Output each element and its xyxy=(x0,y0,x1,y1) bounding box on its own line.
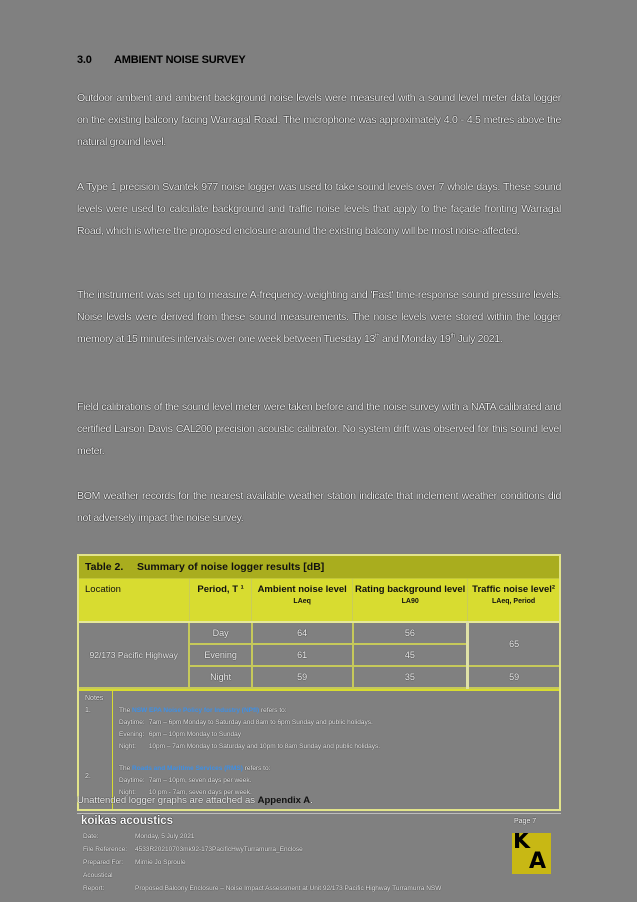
paragraph-logger: A Type 1 precision Svantek 977 noise logger was used to take sound levels over 7 whole days. These sound levels were used to calculate background and traffic noise levels that apply to the façade fronting Warragal Road, which is where the proposed enclosure around the existing balcony will be most noise-affected. xyxy=(77,181,561,237)
footer-divider xyxy=(77,813,561,814)
note-2-intro: The Roads and Maritime Services (RMS) refers to: xyxy=(119,765,271,772)
note-2-number: 2. xyxy=(85,773,91,780)
note-1-line: Daytime: 7am – 6pm Monday to Saturday and 8am to 6pm Sunday and public holidays. xyxy=(119,719,373,726)
paragraph-calibration: Field calibrations of the sound level meter were taken before and the noise survey with a NATA calibrated and certified Larson Davis CAL200 precision acoustic calibrator. No system drift was observed for this sound level meter. xyxy=(77,401,561,457)
table-title: Summary of noise logger results [dB] xyxy=(137,561,325,573)
col-header-rbl: Rating background level LA90 xyxy=(353,579,468,622)
section-heading xyxy=(77,54,246,66)
location-cell: 92/173 Pacific Highway xyxy=(79,622,189,688)
table-label: Table 2. xyxy=(85,561,124,573)
ambient-cell: 64 xyxy=(252,622,353,644)
traffic-day-evening-cell: 65 xyxy=(468,622,559,666)
results-grid xyxy=(79,579,559,689)
traffic-night-cell: 59 xyxy=(468,666,559,688)
note-1-line: Night: 10pm – 7am Monday to Saturday and 10pm to 8am Sunday and public holidays. xyxy=(119,743,381,750)
period-cell: Night xyxy=(189,666,251,688)
table-notes xyxy=(79,689,559,809)
rbl-cell: 35 xyxy=(353,666,468,688)
col-header-location: Location xyxy=(79,579,189,622)
note-1-number: 1. xyxy=(85,707,91,714)
col-header-traffic: Traffic noise level² LAeq, Period xyxy=(468,579,559,622)
rms-link[interactable]: Roads and Maritime Services (RMS) xyxy=(132,765,243,772)
notes-heading: Notes xyxy=(85,695,104,702)
rbl-cell: 45 xyxy=(353,644,468,666)
period-cell: Day xyxy=(189,622,251,644)
period-cell: Evening xyxy=(189,644,251,666)
notes-index-column xyxy=(79,691,113,809)
footer-meta: Date: Monday, 5 July 2021 File Reference: 4533R20210703mk92-173PacificHwyTurramurra_Enclose Prepared For: Mirnie Jo Sproule Acoustical Report: Proposed Balcony Enclosure – Noise Impact Assessment at Unit 92/173 Pacific Highway Turramurra NSW xyxy=(83,833,442,892)
appendix-reference: Unattended logger graphs are attached as Appendix A. xyxy=(77,795,313,806)
col-header-period: Period, T ¹ xyxy=(189,579,251,622)
page-number: Page 7 xyxy=(514,818,537,825)
table-header-row xyxy=(79,579,559,622)
footer-prepared-for: Mirnie Jo Sproule xyxy=(135,859,186,866)
paragraph-measurement-location: Outdoor ambient and ambient background noise levels were measured with a sound level meter data logger on the existing balcony facing Warragal Road. The microphone was approximately 4.0 - 4.5 metres above the natural ground level. xyxy=(77,92,561,148)
ambient-cell: 59 xyxy=(252,666,353,688)
p3-text-c: July 2021. xyxy=(454,333,503,345)
col-header-ambient: Ambient noise level LAeq xyxy=(252,579,353,622)
paragraph-weather: BOM weather records for the nearest available weather station indicate that inclement weather conditions did not adversely impact the noise survey. xyxy=(77,490,561,524)
table-row xyxy=(79,622,559,644)
p3-text-a: The instrument was set up to measure A-frequency-weighting and 'Fast' time-response sound pressure levels. Noise levels were derived from these sound measurements. The noise levels were stored within the logger memory at 15 minutes intervals over one week between Tuesday 13 xyxy=(77,289,561,345)
p3-sup-2: th xyxy=(450,333,455,340)
p3-sup-1: th xyxy=(375,333,380,340)
notes-content-column xyxy=(113,691,559,809)
paragraph-instrument-setup xyxy=(77,284,561,350)
section-title: AMBIENT NOISE SURVEY xyxy=(114,54,246,66)
ambient-cell: 61 xyxy=(252,644,353,666)
footer-report: Proposed Balcony Enclosure – Noise Impact Assessment at Unit 92/173 Pacific Highway Turramurra NSW xyxy=(135,885,442,892)
note-1-intro: The NSW EPA Noise Policy for Industry (NPfI) refers to: xyxy=(119,707,287,714)
ka-logo-icon: K A xyxy=(512,833,551,874)
brand-name: koikas acoustics xyxy=(81,815,174,827)
appendix-link: Appendix A xyxy=(257,795,311,806)
noise-results-table xyxy=(77,554,561,811)
footer-file-reference: 4533R20210703mk92-173PacificHwyTurramurra_Enclose xyxy=(135,846,303,853)
section-number: 3.0 xyxy=(77,54,92,66)
p3-text-b: and Monday 19 xyxy=(379,333,451,345)
note-2-line: Night: 10 pm - 7am, seven days per week. xyxy=(119,789,252,796)
rbl-cell: 56 xyxy=(353,622,468,644)
footer-date: Monday, 5 July 2021 xyxy=(135,833,195,840)
note-1-line: Evening: 6pm – 10pm Monday to Sunday xyxy=(119,731,241,738)
note-2-line: Daytime: 7am – 10pm, seven days per week. xyxy=(119,777,252,784)
table-caption xyxy=(79,556,559,579)
npfi-link[interactable]: NSW EPA Noise Policy for Industry (NPfI) xyxy=(132,707,260,714)
